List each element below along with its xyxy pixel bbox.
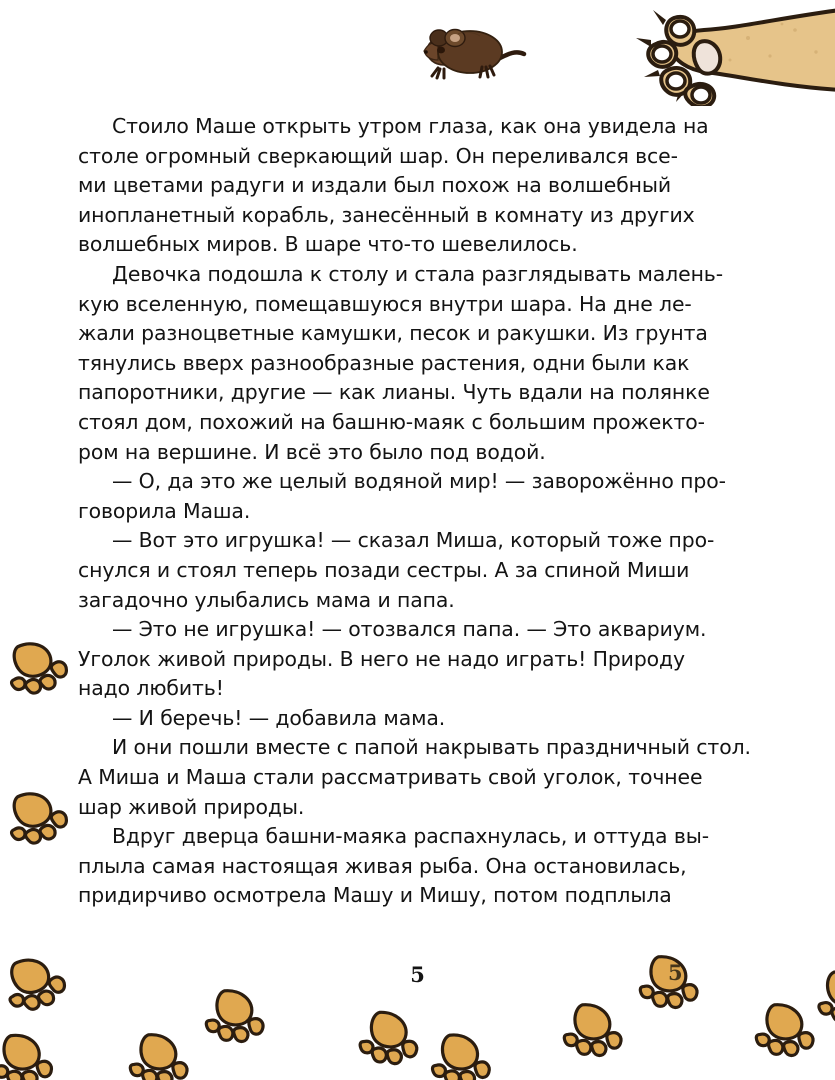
text-line: Девочка подошла к столу и стала разглядывать малень- [112,261,723,286]
paragraph [78,822,718,911]
text-line: Стоило Маше открыть утром глаза, как она увидела на [112,114,709,138]
text-line: — Это не игрушка! — отозвался папа. — Это аквариум. [112,617,707,642]
text-line: говорила Маша. [78,498,251,523]
text-line: ми цветами радуги и издали был похож на волшебный [78,173,672,198]
paw-print-bottom-7 [558,994,632,1071]
paragraph [78,526,718,615]
paw-print-bottom-9 [750,994,824,1071]
text-line: папоротники, другие — как лианы. Чуть вдали на полянке [78,380,710,405]
text-line: столе огромный сверкающий шар. Он переливался все- [78,143,678,168]
text-line: Уголок живой природы. В него не надо играть! Природу [78,646,685,671]
text-line: — О, да это же целый водяной мир! — заворожённо про- [112,469,726,494]
paragraph [78,467,726,526]
paw-print-bottom-2 [0,1026,60,1080]
paragraph [78,733,751,822]
text-line: загадочно улыбались мама и папа. [78,587,455,612]
text-line: кую вселенную, помещавшуюся внутри шара. На дне ле- [78,291,692,316]
paragraph [78,112,718,260]
paw-print-margin-2 [4,782,75,856]
paw-print-bottom-6 [427,1025,500,1080]
text-line: придирчиво осмотрела Машу и Мишу, потом подплыла [78,883,672,908]
text-line: надо любить! [78,676,224,701]
paragraph [78,260,723,467]
text-line: волшебных миров. В шаре что-то шевелилось. [78,232,578,257]
text-line: снулся и стоял теперь позади сестры. А за спиной Миши [78,557,690,582]
text-line: стоял дом, похожий на башню-маяк с большим прожекто- [78,409,705,434]
text-line: — Вот это игрушка! — сказал Миша, который тоже про- [112,528,715,553]
text-line: тянулись вверх разнообразные растения, одни были как [78,350,690,375]
text-line: жали разноцветные камушки, песок и ракушки. Из грунта [78,321,708,346]
paragraph [78,704,718,734]
paragraph [78,615,718,704]
text-line: инопланетный корабль, занесённый в комнату из других [78,202,695,227]
paw-print-margin-1 [4,632,75,706]
page-text-body [78,112,751,911]
text-line: Вдруг дверца башни-маяка распахнулась, и оттуда вы- [112,824,710,849]
paw-print-bottom-4 [200,980,274,1057]
paw-print-bottom-3 [124,1024,198,1080]
text-line: ром на вершине. И всё это было под водой. [78,439,546,464]
mouse-icon [408,14,528,84]
text-line: — И беречь! — добавила мама. [112,705,446,730]
text-line: А Миша и Маша стали рассматривать свой уголок, точнее [78,765,703,790]
paw-print-bottom-5 [353,1001,429,1080]
page-number: 5 [410,962,425,987]
text-line: И они пошли вместе с папой накрывать праздничный стол. [112,735,751,760]
cat-paw-leg-icon [630,0,835,106]
text-line: шар живой природы. [78,794,305,819]
text-line: плыла самая настоящая живая рыба. Она остановилась, [78,853,687,878]
page-number-overlap: 5 [668,960,683,985]
